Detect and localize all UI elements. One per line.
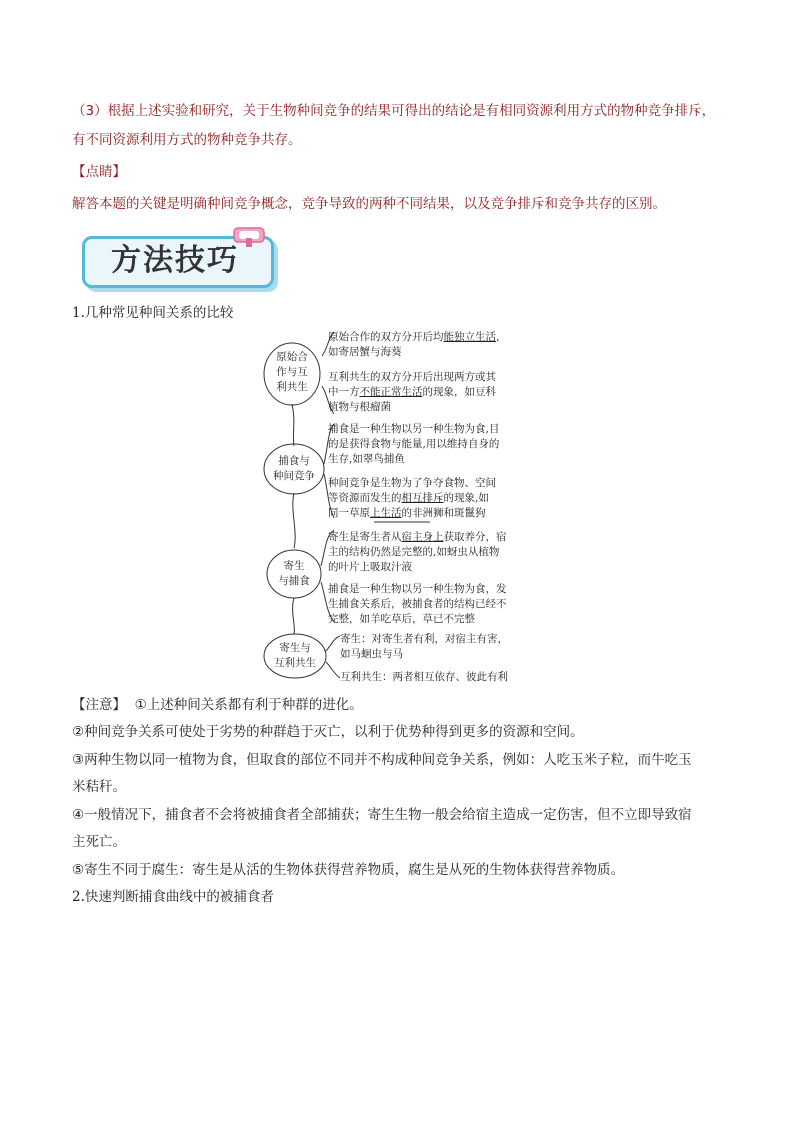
desc-parasitism: 寄生是寄生者从宿主身上获取养分，宿 主的结构仍然是完整的,如蚜虫从植物 的叶片上吸取汁液 <box>328 531 507 573</box>
note-1: 【注意】 ①上述种间关系都有利于种群的进化。 <box>72 697 363 713</box>
badge-title: 方法技巧 <box>111 243 239 278</box>
dianjing-text: 解答本题的关键是明确种间竞争概念，竞争导致的两种不同结果，以及竞争排斥和竞争共存的区别。 <box>72 196 666 212</box>
node-predation-competition: 捕食与 种间竞争 <box>273 455 315 482</box>
desc-competition: 种间竞争是生物为了争夺食物、空间 等资源而发生的相互排斥的现象,如 同一草原上生活的非洲狮和斑鬣狗 <box>328 477 496 519</box>
dianjing-heading: 【点睛】 <box>72 164 126 180</box>
note-2: ②种间竞争关系可使处于劣势的种群趋于灭亡，以利于优势种得到更多的资源和空间。 <box>72 724 584 740</box>
note-4-line1: ④一般情况下，捕食者不会将被捕食者全部捕获；寄生生物一般会给宿主造成一定伤害，但不立即导致宿 <box>72 807 692 823</box>
desc-predation: 捕食是一种生物以另一种生物为食,目 的是获得食物与能量,用以维持自身的 生存,如翠鸟捕鱼 <box>328 423 500 465</box>
desc-mutualism-brief: 互利共生：两者相互依存、彼此有利 <box>340 671 508 683</box>
section2-title: 2.快速判断捕食曲线中的被捕食者 <box>72 889 274 905</box>
desc-cooperation: 原始合作的双方分开后均能独立生活， 如寄居蟹与海葵 <box>328 331 507 358</box>
section1-title: 1.几种常见种间关系的比较 <box>72 305 234 321</box>
note-3-line2: 米秸秆。 <box>72 779 126 795</box>
node-parasitism-mutualism: 寄生与 互利共生 <box>274 642 316 669</box>
species-relations-diagram <box>262 326 532 688</box>
note-4-line2: 主死亡。 <box>72 834 126 850</box>
node-parasitism-predation: 寄生 与捕食 <box>278 560 310 587</box>
desc-mutualism: 互利共生的双方分开后出现两方或其 中一方不能正常生活的现象，如豆科 植物与根瘤菌 <box>328 371 496 413</box>
note-5: ⑤寄生不同于腐生：寄生是从活的生物体获得营养物质，腐生是从死的生物体获得营养物质。 <box>72 862 625 878</box>
node-cooperation-mutualism: 原始合 作与互 利共生 <box>276 351 308 393</box>
answer-paragraph-3-line1: （3）根据上述实验和研究，关于生物种间竞争的结果可得出的结论是有相同资源利用方式的物种竞争排斥， <box>72 103 716 119</box>
desc-parasitism-brief: 寄生：对寄生者有利，对宿主有害， 如马蛔虫与马 <box>340 633 508 660</box>
note-heading: 【注意】 <box>72 697 126 713</box>
method-tips-badge <box>76 226 276 286</box>
answer-paragraph-3-line2: 有不同资源利用方式的物种竞争共存。 <box>72 132 302 148</box>
note-3-line1: ③两种生物以同一植物为食，但取食的部位不同并不构成种间竞争关系，例如：人吃玉米子粒，而牛吃玉 <box>72 752 692 768</box>
desc-predation-structure: 捕食是一种生物以另一种生物为食，发 生捕食关系后，被捕食者的结构已经不 完整，如羊吃草后，草已不完整 <box>328 583 507 625</box>
